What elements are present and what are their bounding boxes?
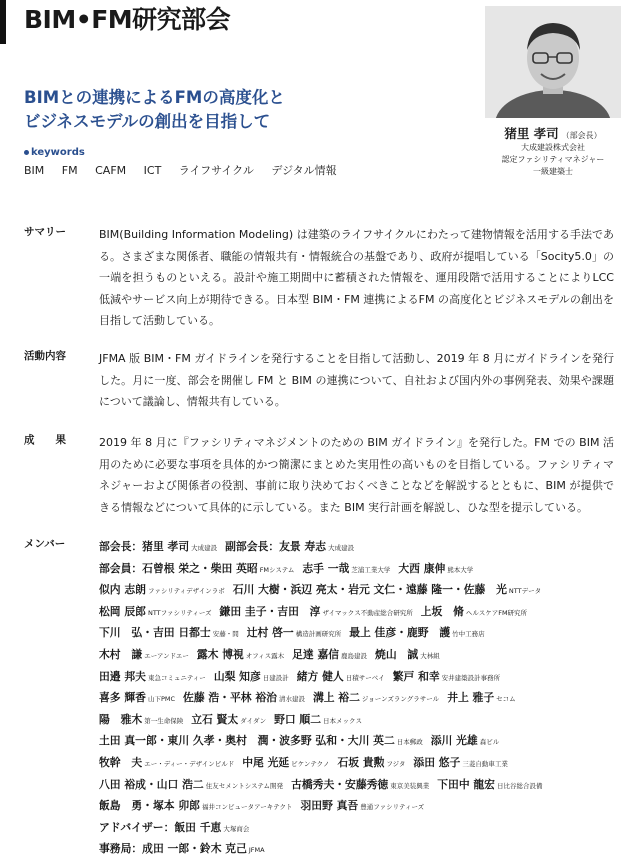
member-name: 緒方 健人 [296, 669, 344, 683]
keyword: デジタル情報 [271, 164, 337, 177]
member-name: 志手 一哉 [302, 561, 350, 575]
person-name: 猪里 孝司 （部会長） [504, 126, 602, 141]
member-name: 松岡 辰郎 [99, 604, 146, 618]
member-affiliation: 福井コンピュータアーキテクト [201, 803, 293, 812]
member-line [99, 666, 614, 688]
member-name: 最上 佳彦・鹿野 護 [349, 626, 451, 640]
section-label: 活動内容 [24, 350, 66, 362]
member-name: 牧幹 夫 [99, 755, 143, 769]
member-affiliation: ダイダン [240, 716, 267, 725]
keyword: CAFM [95, 164, 127, 177]
member-affiliation: 日比谷総合設備 [496, 781, 543, 790]
member-name: 土田 真一郎・東川 久孝・奥村 潤・波多野 弘和・大川 英二 [99, 734, 395, 748]
member-affiliation: 大成建設 [328, 544, 355, 552]
member-line [99, 579, 614, 601]
member-line [99, 817, 614, 839]
member-affiliation: エー・ディー・デザインビルド [144, 759, 235, 768]
portrait-photo [485, 6, 621, 118]
member-name: 山梨 知彦 [213, 669, 261, 683]
member-name: 下川 弘・吉田 日都士 [99, 626, 211, 640]
member-name: 添川 光雄 [430, 734, 478, 748]
section-body: JFMA 版 BIM・FM ガイドラインを発行することを目指して活動し、2019 年 8 月にガイドラインを発行した。月に一度、部会を開催し FM と BIM の連携について、自社および国内外の事例発表、効果や課題について議論し、情報共有している。 [99, 352, 614, 408]
member-affiliation: 鹿島建設 [341, 651, 368, 660]
member-affiliation: 構造計画研究所 [295, 630, 342, 639]
member-name: 辻村 啓一 [246, 626, 294, 640]
member-affiliation: 森ビル [479, 738, 500, 747]
member-affiliation: セコム [496, 695, 516, 704]
member-affiliation: 安藤・間 [212, 630, 239, 639]
member-name: 井上 雅子 [447, 691, 495, 705]
subtitle-line-2: ビジネスモデルの創出を目指して [24, 112, 271, 131]
member-line [99, 774, 614, 796]
section-label: 成 果 [24, 434, 66, 446]
member-name: 石坂 貴勲 [337, 755, 385, 769]
member-name: 野口 順二 [274, 712, 322, 726]
section-body: 2019 年 8 月に『ファシリティマネジメントのための BIM ガイドライン』を発行した。FM での BIM 活用のために必要な事項を具体的かつ簡潔にまとめた実用性の高いものを目指している。ファシリティマネジャーおよび関係者の役割、事前に取り決めておくべきことなどを解説するとともに、BIM が提供できる情報などについて具体的に示している。また BIM 実行計画を解説し、ひな型を提示している。 [99, 436, 614, 514]
member-line [99, 644, 614, 666]
member-affiliation: NTTファシリティーズ [147, 608, 212, 617]
member-name: 下田中 龍宏 [437, 777, 495, 791]
subtitle-line-1: BIMとの連携によるFMの高度化と [24, 88, 285, 107]
member-affiliation: ザイマックス不動産総合研究所 [322, 608, 413, 617]
member-affiliation: 熊本大学 [447, 565, 474, 574]
member-name: 溝上 裕二 [312, 691, 360, 705]
member-line [99, 838, 614, 860]
member-name: 足達 嘉信 [292, 647, 340, 661]
member-name: 飯島 勇・塚本 卯郎 [99, 799, 200, 813]
member-affiliation: 大塚商会 [223, 824, 250, 833]
member-affiliation: 大成建設 [191, 544, 218, 552]
member-line [99, 709, 614, 731]
keyword: BIM [24, 164, 45, 177]
section-label: サマリー [24, 226, 66, 238]
person-info [485, 142, 621, 178]
member-name: 喜多 輝香 [99, 691, 146, 705]
member-affiliation: 日本メックス [323, 716, 362, 725]
member-affiliation: 山下PMC [147, 695, 176, 704]
member-name: 陽 雅木 [99, 712, 143, 726]
member-name: 田邉 邦夫 [99, 669, 146, 683]
title-bar [0, 0, 470, 44]
member-affiliation: 三菱自動車工業 [462, 759, 508, 768]
member-name: 八田 裕成・山口 浩二 [99, 777, 204, 791]
bullet-icon [24, 150, 29, 155]
member-affiliation: フジタ [386, 759, 406, 768]
member-affiliation: ビケンテクノ [291, 759, 330, 768]
member-affiliation: 豊通ファシリティーズ [360, 803, 425, 812]
member-affiliation: 清水建設 [278, 695, 305, 704]
keyword: ICT [143, 164, 162, 177]
member-name: 添田 悠子 [413, 755, 461, 769]
member-affiliation: ヘルスケアFM研究所 [465, 608, 528, 617]
member-affiliation: 竹中工務店 [452, 630, 485, 639]
page-title: BIM•FM研究部会 [24, 5, 231, 34]
member-affiliation: 日建設計 [262, 673, 289, 682]
member-affiliation: 東京美装興業 [390, 781, 430, 790]
keywords-heading: keywords [24, 147, 85, 158]
member-name: 副部会長：友景 寿志 [225, 540, 327, 553]
member-affiliation: NTTデータ [508, 587, 542, 596]
member-affiliation: 大林組 [420, 651, 440, 660]
section-label: メンバー [24, 538, 66, 550]
member-line [99, 752, 614, 774]
member-line [99, 622, 614, 644]
keywords-list [24, 162, 351, 178]
member-name: アドバイザー：飯田 千恵 [99, 820, 222, 834]
member-name: 露木 博視 [196, 647, 244, 661]
member-name: 立石 賢太 [191, 712, 239, 726]
member-name: 焼山 誠 [375, 647, 419, 661]
member-affiliation: 日本郵政 [396, 738, 423, 747]
keyword: FM [61, 164, 78, 177]
section-body: BIM(Building Information Modeling) は建築のライフサイクルにわたって建物情報を活用する手法である。さまざまな関係者、職能の情報共有・情報統合の基盤であり、政府が提唱している「Socity5.0」の一端を担うものといえる。設計や施工期間中に蓄積された情報を、運用段階で活用することによりLCC 低減やサービス向上が期待できる。日本型 BIM・FM 連携によるFM の高度化とビジネスモデルの創出を目指して活動している。 [99, 228, 614, 327]
member-affiliation: 芝浦工業大学 [351, 565, 391, 574]
member-line [99, 601, 614, 623]
subtitle [24, 86, 444, 134]
member-name: 似内 志朗 [99, 583, 146, 597]
member-name: 佐藤 浩・平林 裕治 [183, 691, 277, 705]
person-company: 大成建設株式会社 [521, 143, 585, 152]
member-affiliation: オフィス露木 [245, 651, 285, 660]
member-line [99, 558, 614, 580]
member-affiliation: 東急コミュニティー [147, 673, 206, 682]
member-name: 中尾 光延 [242, 755, 290, 769]
member-affiliation: ファシリティデザインラボ [147, 587, 225, 596]
member-line [99, 687, 614, 709]
member-line [99, 536, 614, 558]
member-affiliation: 日積サーベイ [345, 673, 385, 682]
member-list [99, 536, 614, 860]
member-name: 古橋秀夫・安藤秀徳 [291, 777, 389, 791]
person-credential: 一級建築士 [533, 167, 573, 176]
member-name: 木村 謙 [99, 647, 143, 661]
member-name: 部会長：猪里 孝司 [99, 540, 190, 553]
member-affiliation: JFMA [248, 846, 265, 855]
member-line [99, 795, 614, 817]
member-affiliation: 住友セメントシステム開発 [205, 781, 284, 790]
member-name: 大西 康伸 [398, 561, 446, 575]
member-name: 羽田野 真吾 [300, 799, 359, 813]
member-name: 繁戸 和幸 [392, 669, 440, 683]
member-affiliation: FMシステム [259, 565, 295, 574]
member-name: 上坂 脩 [420, 604, 464, 618]
member-name: 事務局：成田 一郎・鈴木 克己 [99, 842, 247, 856]
member-name: 鎌田 圭子・吉田 淳 [219, 604, 321, 618]
member-affiliation: 第一生命保険 [144, 716, 184, 725]
member-affiliation: 安井建築設計事務所 [441, 673, 501, 682]
keyword: ライフサイクル [178, 164, 254, 177]
member-affiliation: エーアンドエー [144, 651, 189, 660]
member-line [99, 730, 614, 752]
member-name: 部会員：石曾根 栄之・柴田 英昭 [99, 561, 258, 575]
member-name: 石川 大樹・浜辺 亮太・岩元 文仁・遠藤 隆一・佐藤 光 [232, 583, 507, 597]
member-affiliation: ジョーンズラングラサール [361, 695, 440, 704]
person-credential: 認定ファシリティマネジャー [501, 155, 605, 164]
